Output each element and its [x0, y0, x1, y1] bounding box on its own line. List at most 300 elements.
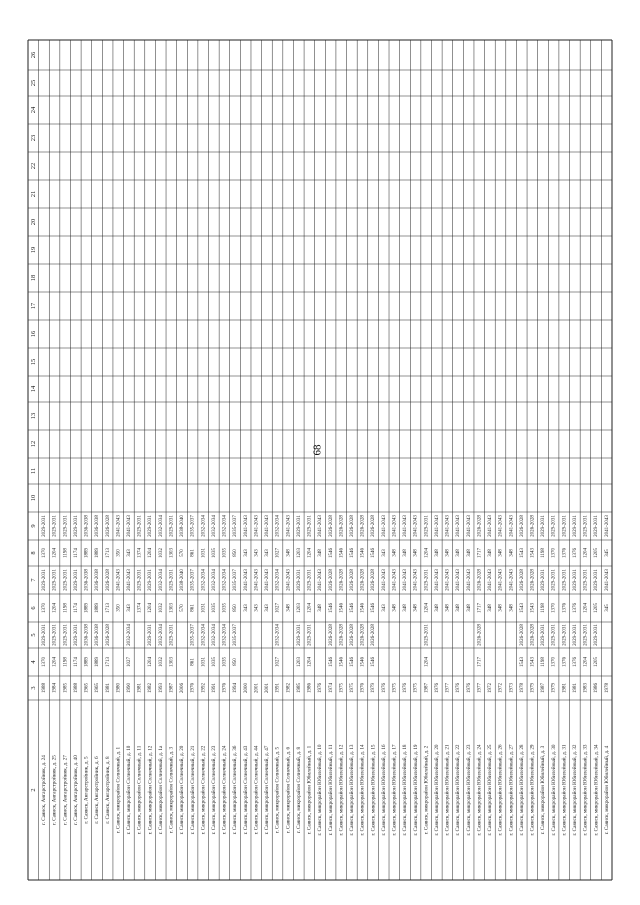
value-cell: 2029-2031	[424, 569, 430, 591]
value-cell: 1198	[541, 548, 547, 558]
value-cell: 1978	[604, 683, 610, 693]
value-cell: 1032	[158, 657, 164, 667]
value-cell: 1204	[583, 657, 589, 667]
value-cell: 345	[604, 604, 610, 612]
value-cell: 348	[403, 604, 409, 612]
value-cell: 1370	[42, 603, 48, 613]
value-cell: 1981	[137, 683, 143, 693]
value-cell: 2026-2028	[530, 624, 536, 646]
value-cell: 1204	[307, 603, 313, 613]
value-cell: 2029-2031	[594, 515, 600, 537]
address-cell: г. Саянск, микрорайон Солнечный, д. 12	[147, 745, 154, 835]
value-cell: 2029-2031	[551, 515, 557, 537]
value-cell: 2029-2031	[551, 569, 557, 591]
column-number: 18	[29, 274, 37, 282]
value-cell: 2041-2043	[381, 569, 387, 591]
column-number: 19	[29, 246, 37, 254]
value-cell: 2032-2034	[222, 515, 228, 537]
value-cell: 1204	[583, 603, 589, 613]
value-cell: 1543	[519, 548, 525, 558]
value-cell: 2041-2043	[498, 569, 504, 591]
value-cell: 2026-2028	[519, 624, 525, 646]
value-cell: 1204	[424, 548, 430, 558]
address-cell: г. Саянск, микрорайон Юбилейный, д. 20	[433, 744, 440, 836]
column-number: 21	[29, 190, 37, 198]
value-cell: 1546	[360, 603, 366, 613]
value-cell: 1973	[509, 683, 515, 693]
address-cell: г. Саянск, микрорайон Юбилейный, д. 18	[402, 744, 409, 836]
value-cell: 2029-2031	[73, 515, 79, 537]
value-cell: 2035-2037	[233, 624, 239, 646]
address-cell: г. Саянск, микрорайон Солнечный, д. 8	[295, 746, 302, 834]
value-cell: 1543	[530, 657, 536, 667]
column-number: 14	[29, 385, 37, 393]
value-cell: 1982	[148, 683, 154, 693]
value-cell: 1203	[296, 548, 302, 558]
value-cell: 1976	[434, 683, 440, 693]
value-cell: 2032-2034	[275, 515, 281, 537]
value-cell: 2029-2031	[169, 515, 175, 537]
value-cell: 2029-2031	[583, 569, 589, 591]
value-cell: 1198	[63, 657, 69, 667]
value-cell: 1370	[551, 657, 557, 667]
value-cell: 1976	[381, 683, 387, 693]
value-cell: 2026-2028	[477, 624, 483, 646]
value-cell: 2029-2031	[52, 515, 58, 537]
value-cell: 348	[318, 549, 324, 557]
value-cell: 1376	[572, 603, 578, 613]
value-cell: 2029-2031	[541, 515, 547, 537]
value-cell: 1987	[169, 683, 175, 693]
value-cell: 1889	[84, 548, 90, 558]
value-cell: 1713	[105, 548, 111, 558]
value-cell: 1205	[594, 657, 600, 667]
value-cell: 1031	[201, 548, 207, 558]
value-cell: 2029-2031	[541, 624, 547, 646]
value-cell: 1991	[275, 683, 281, 693]
column-number: 26	[29, 51, 37, 59]
value-cell: 2029-2031	[148, 624, 154, 646]
address-cell: г. Саянск, микрорайон Солнечный, д. 5	[274, 746, 281, 834]
value-cell: 2035-2037	[233, 515, 239, 537]
address-cell: г. Саянск, микрорайон Юбилейный, д. 1	[306, 745, 313, 835]
value-cell: 2029-2031	[572, 515, 578, 537]
value-cell: 2006	[180, 683, 186, 693]
value-cell: 1986	[594, 683, 600, 693]
value-cell: 1031	[201, 603, 207, 613]
address-cell: г. Саянск, микрорайон Юбилейный, д. 30	[550, 744, 557, 836]
value-cell: 348	[498, 549, 504, 557]
value-cell: 1205	[594, 548, 600, 558]
address-cell: г. Саянск, микрорайон Солнечный, д. 6	[285, 746, 292, 834]
value-cell: 348	[445, 604, 451, 612]
value-cell: 1976	[403, 683, 409, 693]
value-cell: 1994	[233, 683, 239, 693]
value-cell: 1374	[137, 548, 143, 558]
value-cell: 350	[116, 604, 122, 612]
value-cell: 2041-2043	[445, 515, 451, 537]
value-cell: 2026-2028	[371, 569, 377, 591]
column-number: 23	[29, 134, 37, 142]
value-cell: 1546	[360, 548, 366, 558]
address-cell: г. Саянск, Ангарстройник, д. 8	[104, 756, 111, 824]
value-cell: 2026-2028	[530, 569, 536, 591]
value-cell: 2029-2031	[551, 624, 557, 646]
value-cell: 1981	[572, 683, 578, 693]
value-cell: 1546	[371, 603, 377, 613]
value-cell: 348	[488, 549, 494, 557]
value-cell: 1546	[349, 657, 355, 667]
value-cell: 348	[498, 604, 504, 612]
value-cell: 2026-2028	[105, 515, 111, 537]
value-cell: 1981	[105, 683, 111, 693]
value-cell: 2041-2043	[403, 515, 409, 537]
value-cell: 348	[392, 604, 398, 612]
value-cell: 2026-2028	[349, 569, 355, 591]
value-cell: 1975	[339, 683, 345, 693]
address-cell: г. Саянск, микрорайон Солнечный, д. 11	[136, 745, 143, 835]
value-cell: 1979	[551, 683, 557, 693]
value-cell: 1984	[52, 683, 58, 693]
address-cell: г. Саянск, микрорайон Юбилейный, д. 31	[561, 744, 568, 836]
value-cell: 1717	[477, 657, 483, 667]
value-cell: 2029-2031	[148, 515, 154, 537]
value-cell: 2029-2031	[572, 569, 578, 591]
value-cell: 2029-2031	[562, 515, 568, 537]
address-cell: г. Саянск, микрорайон Юбилейный, д. 14	[359, 744, 366, 836]
value-cell: 2029-2031	[541, 569, 547, 591]
value-cell: 1174	[73, 603, 79, 613]
value-cell: 1978	[519, 683, 525, 693]
value-cell: 1370	[551, 548, 557, 558]
value-cell: 1717	[477, 603, 483, 613]
value-cell: 2041-2043	[466, 569, 472, 591]
value-cell: 1982	[286, 683, 292, 693]
value-cell: 570	[180, 549, 186, 557]
value-cell: 2026-2028	[477, 515, 483, 537]
value-cell: 2029-2031	[73, 624, 79, 646]
value-cell: 2041-2043	[509, 569, 515, 591]
value-cell: 2038-2040	[180, 569, 186, 591]
value-cell: 2032-2034	[201, 624, 207, 646]
value-cell: 1204	[583, 548, 589, 558]
value-cell: 1976	[360, 683, 366, 693]
value-cell: 1204	[148, 603, 154, 613]
value-cell: 343	[243, 604, 249, 612]
value-cell: 1986	[307, 683, 313, 693]
value-cell: 2041-2043	[243, 569, 249, 591]
value-cell: 2029-2031	[52, 624, 58, 646]
value-cell: 2029-2031	[148, 569, 154, 591]
value-cell: 348	[466, 549, 472, 557]
value-cell: 2029-2031	[562, 624, 568, 646]
value-cell: 2041-2043	[116, 569, 122, 591]
address-cell: г. Саянск, Ангарстройник, д. 27	[62, 755, 69, 825]
value-cell: 348	[286, 604, 292, 612]
value-cell: 1543	[530, 603, 536, 613]
value-cell: 1965	[84, 683, 90, 693]
value-cell: 343	[381, 604, 387, 612]
address-cell: г. Саянск, микрорайон Юбилейный, д. 2	[423, 745, 430, 835]
value-cell: 2029-2031	[424, 515, 430, 537]
address-cell: г. Саянск, микрорайон Юбилейный, д. 22	[455, 744, 462, 836]
value-cell: 1204	[424, 603, 430, 613]
value-cell: 2026-2028	[360, 569, 366, 591]
value-cell: 2041-2043	[403, 569, 409, 591]
value-cell: 2041-2043	[286, 569, 292, 591]
column-number: 15	[29, 358, 37, 366]
value-cell: 1713	[105, 657, 111, 667]
column-number: 12	[29, 440, 37, 448]
address-cell: г. Саянск, микрорайон Солнечный, д. 43	[242, 745, 249, 835]
value-cell: 2029-2031	[296, 624, 302, 646]
value-cell: 2032-2034	[201, 569, 207, 591]
address-cell: г. Саянск, микрорайон Юбилейный, д. 27	[508, 744, 515, 836]
value-cell: 1204	[52, 603, 58, 613]
value-cell: 2026-2028	[328, 569, 334, 591]
address-cell: г. Саянск, микрорайон Солнечный, д. 1а	[157, 745, 164, 835]
address-cell: г. Саянск, микрорайон Юбилейный, д. 23	[465, 744, 472, 836]
address-cell: г. Саянск, микрорайон Юбилейный, д. 4	[603, 745, 610, 835]
address-cell: г. Саянск, микрорайон Юбилейный, д. 34	[593, 744, 600, 836]
value-cell: 2026-2028	[371, 515, 377, 537]
value-cell: 2026-2028	[339, 624, 345, 646]
value-cell: 2026-2028	[328, 515, 334, 537]
value-cell: 2026-2028	[530, 515, 536, 537]
value-cell: 1204	[424, 657, 430, 667]
value-cell: 2041-2043	[265, 515, 271, 537]
value-cell: 348	[434, 549, 440, 557]
value-cell: 1032	[158, 603, 164, 613]
value-cell: 2026-2028	[349, 624, 355, 646]
value-cell: 2041-2043	[381, 515, 387, 537]
value-cell: 1546	[328, 548, 334, 558]
address-cell: г. Саянск, микрорайон Юбилейный, д. 26	[497, 744, 504, 836]
column-number: 4	[29, 660, 37, 664]
address-cell: г. Саянск, микрорайон Юбилейный, д. 24	[476, 744, 483, 836]
value-cell: 348	[509, 604, 515, 612]
value-cell: 1203	[296, 603, 302, 613]
address-cell: г. Саянск, микрорайон Юбилейный, д. 32	[572, 744, 579, 836]
value-cell: 1977	[477, 683, 483, 693]
value-cell: 2026-2028	[519, 515, 525, 537]
address-cell: г. Саянск, микрорайон Солнечный, д. 1	[115, 746, 122, 834]
value-cell: 2026-2028	[105, 569, 111, 591]
value-cell: 2041-2043	[286, 515, 292, 537]
value-cell: 1198	[63, 603, 69, 613]
value-cell: 2029-2031	[594, 624, 600, 646]
value-cell: 861	[190, 604, 196, 612]
value-cell: 348	[434, 604, 440, 612]
value-cell: 1205	[594, 603, 600, 613]
value-cell: 1204	[307, 548, 313, 558]
value-cell: 2041-2043	[243, 515, 249, 537]
value-cell: 2035-2037	[190, 515, 196, 537]
value-cell: 2026-2028	[360, 624, 366, 646]
value-cell: 2029-2031	[307, 624, 313, 646]
value-cell: 1204	[52, 548, 58, 558]
value-cell: 2032-2034	[158, 569, 164, 591]
value-cell: 1976	[190, 683, 196, 693]
value-cell: 345	[604, 549, 610, 557]
value-cell: 2029-2031	[42, 515, 48, 537]
value-cell: 1204	[148, 548, 154, 558]
value-cell: 2029-2031	[42, 569, 48, 591]
value-cell: 2032-2034	[222, 569, 228, 591]
column-number: 20	[29, 218, 37, 226]
value-cell: 343	[127, 549, 133, 557]
value-cell: 1972	[488, 683, 494, 693]
value-cell: 1204	[148, 657, 154, 667]
value-cell: 2029-2031	[307, 569, 313, 591]
value-cell: 2041-2043	[116, 515, 122, 537]
value-cell: 850	[233, 549, 239, 557]
value-cell: 1174	[73, 548, 79, 558]
value-cell: 2036-2038	[95, 515, 101, 537]
value-cell: 2029-2031	[583, 515, 589, 537]
value-cell: 343	[127, 604, 133, 612]
address-cell: г. Саянск, Ангарстройник, д. 5	[83, 756, 90, 824]
value-cell: 1032	[158, 548, 164, 558]
value-cell: 2001	[254, 683, 260, 693]
value-cell: 1985	[296, 683, 302, 693]
value-cell: 348	[509, 549, 515, 557]
value-cell: 1975	[413, 683, 419, 693]
value-cell: 2029-2031	[169, 624, 175, 646]
value-cell: 2029-2031	[424, 624, 430, 646]
value-cell: 1303	[169, 657, 175, 667]
value-cell: 2029-2031	[42, 624, 48, 646]
value-cell: 1546	[339, 603, 345, 613]
value-cell: 1027	[275, 603, 281, 613]
value-cell: 2029-2031	[63, 624, 69, 646]
value-cell: 2029-2031	[137, 515, 143, 537]
value-cell: 348	[286, 549, 292, 557]
value-cell: 1174	[73, 657, 79, 667]
value-cell: 1981	[562, 683, 568, 693]
column-number: 13	[29, 412, 37, 420]
address-cell: г. Саянск, Ангарстройник, д. 25	[51, 755, 58, 825]
value-cell: 2041-2043	[318, 569, 324, 591]
value-cell: 1035	[211, 657, 217, 667]
value-cell: 350	[116, 549, 122, 557]
address-cell: г. Саянск, микрорайон Солнечный, д. 44	[253, 745, 260, 835]
value-cell: 570	[180, 604, 186, 612]
value-cell: 1983	[583, 683, 589, 693]
address-cell: г. Саянск, микрорайон Солнечный, д. 47	[264, 745, 271, 835]
column-number: 11	[29, 467, 37, 475]
column-number: 24	[29, 106, 37, 114]
address-cell: г. Саянск, микрорайон Юбилейный, д. 29	[529, 744, 536, 836]
address-cell: г. Саянск, микрорайон Юбилейный, д. 25	[487, 744, 494, 836]
value-cell: 1376	[562, 603, 568, 613]
value-cell: 2026-2028	[105, 624, 111, 646]
value-cell: 1370	[551, 603, 557, 613]
address-cell: г. Саянск, микрорайон Юбилейный, д. 3	[540, 745, 547, 835]
value-cell: 2026-2028	[339, 569, 345, 591]
value-cell: 1543	[530, 548, 536, 558]
value-cell: 348	[413, 604, 419, 612]
value-cell: 2032-2034	[222, 624, 228, 646]
value-cell: 2041-2043	[127, 569, 133, 591]
value-cell: 2035-2037	[233, 569, 239, 591]
value-cell: 1975	[349, 683, 355, 693]
value-cell: 2026-2028	[519, 569, 525, 591]
value-cell: 1985	[63, 683, 69, 693]
value-cell: 1988	[73, 683, 79, 693]
value-cell: 2035-2037	[190, 569, 196, 591]
value-cell: 1543	[519, 657, 525, 667]
value-cell: 2041-2043	[254, 515, 260, 537]
value-cell: 348	[456, 549, 462, 557]
value-cell: 1376	[572, 657, 578, 667]
value-cell: 2032-2034	[211, 569, 217, 591]
value-cell: 1035	[211, 548, 217, 558]
value-cell: 1543	[519, 603, 525, 613]
value-cell: 1546	[339, 548, 345, 558]
value-cell: 2026-2028	[371, 624, 377, 646]
value-cell: 1198	[541, 657, 547, 667]
column-number: 22	[29, 162, 37, 170]
value-cell: 2032-2034	[211, 515, 217, 537]
column-number: 16	[29, 330, 37, 338]
value-cell: 2032-2034	[158, 624, 164, 646]
value-cell: 2036-2038	[84, 624, 90, 646]
value-cell: 2041-2043	[127, 515, 133, 537]
value-cell: 348	[445, 549, 451, 557]
value-cell: 1376	[562, 657, 568, 667]
value-cell: 1976	[456, 683, 462, 693]
value-cell: 1974	[328, 683, 334, 693]
value-cell: 1991	[211, 683, 217, 693]
page-number: 68	[311, 444, 324, 456]
value-cell: 2029-2031	[169, 569, 175, 591]
value-cell: 1976	[222, 683, 228, 693]
value-cell: 2041-2043	[318, 515, 324, 537]
column-number: 5	[29, 633, 37, 637]
value-cell: 2036-2038	[84, 515, 90, 537]
value-cell: 1203	[296, 657, 302, 667]
value-cell: 1027	[275, 657, 281, 667]
value-cell: 1889	[95, 548, 101, 558]
value-cell: 2029-2031	[73, 569, 79, 591]
value-cell: 2041-2043	[498, 515, 504, 537]
column-number: 8	[29, 551, 37, 555]
value-cell: 2029-2031	[296, 515, 302, 537]
value-cell: 2041-2043	[456, 569, 462, 591]
column-number: 7	[29, 578, 37, 582]
value-cell: 1370	[42, 657, 48, 667]
value-cell: 1546	[349, 603, 355, 613]
value-cell: 2026-2028	[328, 624, 334, 646]
value-cell: 343	[381, 549, 387, 557]
value-cell: 861	[190, 549, 196, 557]
value-cell: 1977	[445, 683, 451, 693]
value-cell: 1979	[371, 683, 377, 693]
value-cell: 1972	[498, 683, 504, 693]
address-cell: г. Саянск, Ангарстройник, д. 6	[94, 756, 101, 824]
value-cell: 1370	[42, 548, 48, 558]
column-number: 17	[29, 302, 37, 310]
value-cell: 343	[254, 604, 260, 612]
column-number: 9	[29, 524, 37, 528]
value-cell: 2035-2037	[190, 624, 196, 646]
value-cell: 2026-2028	[477, 569, 483, 591]
address-cell: г. Саянск, микрорайон Юбилейный, д. 15	[370, 744, 377, 836]
value-cell: 348	[403, 549, 409, 557]
value-cell: 1198	[63, 548, 69, 558]
value-cell: 2041-2043	[604, 569, 610, 591]
